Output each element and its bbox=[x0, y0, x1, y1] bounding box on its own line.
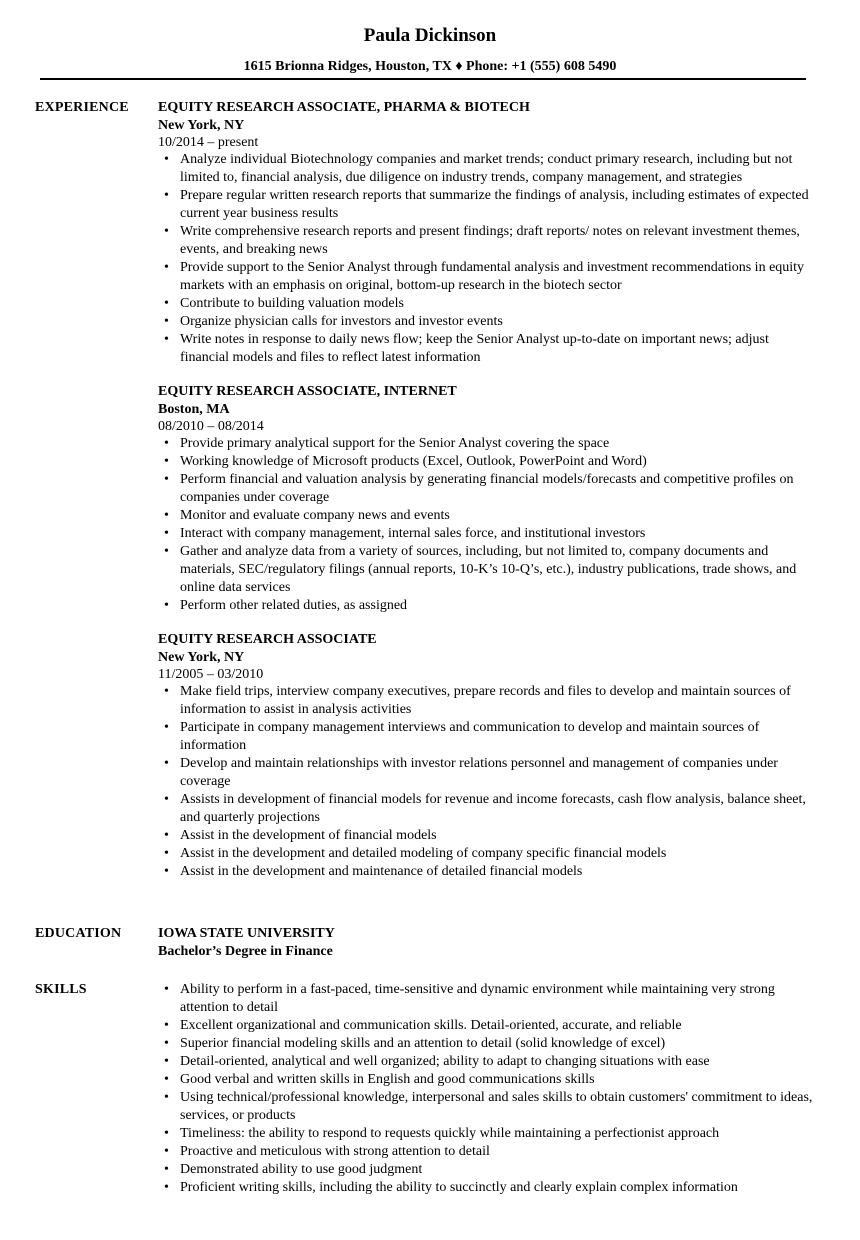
duty-item: • Analyze individual Biotechnology companies and market trends; conduct primary research, including but not limited to, financial analysis, due diligence on industry trends, company management, and strategies bbox=[180, 151, 818, 187]
job-duties bbox=[158, 151, 818, 367]
skill-item: • Good verbal and written skills in English and good communications skills bbox=[180, 1071, 818, 1089]
candidate-name: Paula Dickinson bbox=[363, 25, 497, 46]
job-dates: 08/2010 – 08/2014 bbox=[158, 419, 264, 434]
duty-item: • Contribute to building valuation models bbox=[180, 295, 818, 313]
duty-item: • Monitor and evaluate company news and events bbox=[180, 507, 818, 525]
skill-item: • Using technical/professional knowledge, interpersonal and sales skills to obtain customers' commitment to ideas, services, or products bbox=[180, 1089, 818, 1125]
skill-item: • Superior financial modeling skills and an attention to detail (solid knowledge of excel) bbox=[180, 1035, 818, 1053]
header-divider bbox=[40, 78, 806, 80]
skill-item: • Excellent organizational and communication skills. Detail-oriented, accurate, and reliable bbox=[180, 1017, 818, 1035]
job-entry bbox=[158, 99, 818, 367]
degree-name: Bachelor’s Degree in Finance bbox=[158, 944, 333, 959]
job-duties bbox=[158, 683, 818, 881]
duty-item: • Develop and maintain relationships with investor relations personnel and management of companies under coverage bbox=[180, 755, 818, 791]
job-location: New York, NY bbox=[158, 118, 245, 133]
job-title: EQUITY RESEARCH ASSOCIATE, INTERNET bbox=[158, 384, 457, 399]
skill-item: • Proactive and meticulous with strong attention to detail bbox=[180, 1143, 818, 1161]
job-duties bbox=[158, 435, 818, 615]
duty-item: • Participate in company management interviews and communication to develop and maintain sources of information bbox=[180, 719, 818, 755]
duty-item: • Assists in development of financial models for revenue and income forecasts, cash flow analysis, balance sheet, and quarterly projections bbox=[180, 791, 818, 827]
duty-item: • Organize physician calls for investors and investor events bbox=[180, 313, 818, 331]
duty-item: • Gather and analyze data from a variety of sources, including, but not limited to, company documents and materials, SEC/regulatory filings (annual reports, 10-K’s 10-Q’s, etc.), industry publications, trade shows, and online data services bbox=[180, 543, 818, 597]
job-entry bbox=[158, 383, 818, 615]
skill-item: • Ability to perform in a fast-paced, time-sensitive and dynamic environment while maintaining very strong attention to detail bbox=[180, 981, 818, 1017]
duty-item: • Assist in the development of financial models bbox=[180, 827, 818, 845]
experience-heading: EXPERIENCE bbox=[35, 100, 129, 115]
duty-item: • Perform other related duties, as assigned bbox=[180, 597, 818, 615]
duty-item: • Make field trips, interview company executives, prepare records and files to develop and maintain sources of information to assist in analysis activities bbox=[180, 683, 818, 719]
skill-item: • Proficient writing skills, including the ability to succinctly and clearly explain complex information bbox=[180, 1179, 818, 1197]
duty-item: • Provide support to the Senior Analyst through fundamental analysis and investment recommendations in equity markets with an emphasis on original, bottom-up research in the biotech sector bbox=[180, 259, 818, 295]
contact-line: 1615 Brionna Ridges, Houston, TX ♦ Phone: +1 (555) 608 5490 bbox=[243, 59, 617, 74]
skills-list bbox=[158, 981, 818, 1197]
duty-item: • Prepare regular written research reports that summarize the findings of analysis, including estimates of expected current year business results bbox=[180, 187, 818, 223]
job-entry bbox=[158, 631, 818, 881]
duty-item: • Provide primary analytical support for the Senior Analyst covering the space bbox=[180, 435, 818, 453]
job-title: EQUITY RESEARCH ASSOCIATE, PHARMA & BIOTECH bbox=[158, 100, 530, 115]
skill-item: • Timeliness: the ability to respond to requests quickly while maintaining a perfectionist approach bbox=[180, 1125, 818, 1143]
job-location: New York, NY bbox=[158, 650, 245, 665]
duty-item: • Perform financial and valuation analysis by generating financial models/forecasts and competitive profiles on companies under coverage bbox=[180, 471, 818, 507]
skills-heading: SKILLS bbox=[35, 982, 87, 997]
education-content bbox=[158, 925, 818, 960]
duty-item: • Write notes in response to daily news flow; keep the Senior Analyst up-to-date on important news; adjust financial models and files to reflect latest information bbox=[180, 331, 818, 367]
duty-item: • Assist in the development and maintenance of detailed financial models bbox=[180, 863, 818, 881]
duty-item: • Interact with company management, internal sales force, and institutional investors bbox=[180, 525, 818, 543]
skill-item: • Demonstrated ability to use good judgment bbox=[180, 1161, 818, 1179]
school-name: IOWA STATE UNIVERSITY bbox=[158, 926, 335, 941]
experience-content bbox=[158, 99, 818, 897]
duty-item: • Write comprehensive research reports and present findings; draft reports/ notes on relevant investment themes, events, and breaking news bbox=[180, 223, 818, 259]
job-title: EQUITY RESEARCH ASSOCIATE bbox=[158, 632, 377, 647]
skill-item: • Detail-oriented, analytical and well organized; ability to adapt to changing situations with ease bbox=[180, 1053, 818, 1071]
job-dates: 11/2005 – 03/2010 bbox=[158, 667, 264, 682]
job-dates: 10/2014 – present bbox=[158, 135, 259, 150]
job-location: Boston, MA bbox=[158, 402, 230, 417]
education-heading: EDUCATION bbox=[35, 926, 122, 941]
duty-item: • Assist in the development and detailed modeling of company specific financial models bbox=[180, 845, 818, 863]
duty-item: • Working knowledge of Microsoft products (Excel, Outlook, PowerPoint and Word) bbox=[180, 453, 818, 471]
skills-content bbox=[158, 981, 818, 1197]
